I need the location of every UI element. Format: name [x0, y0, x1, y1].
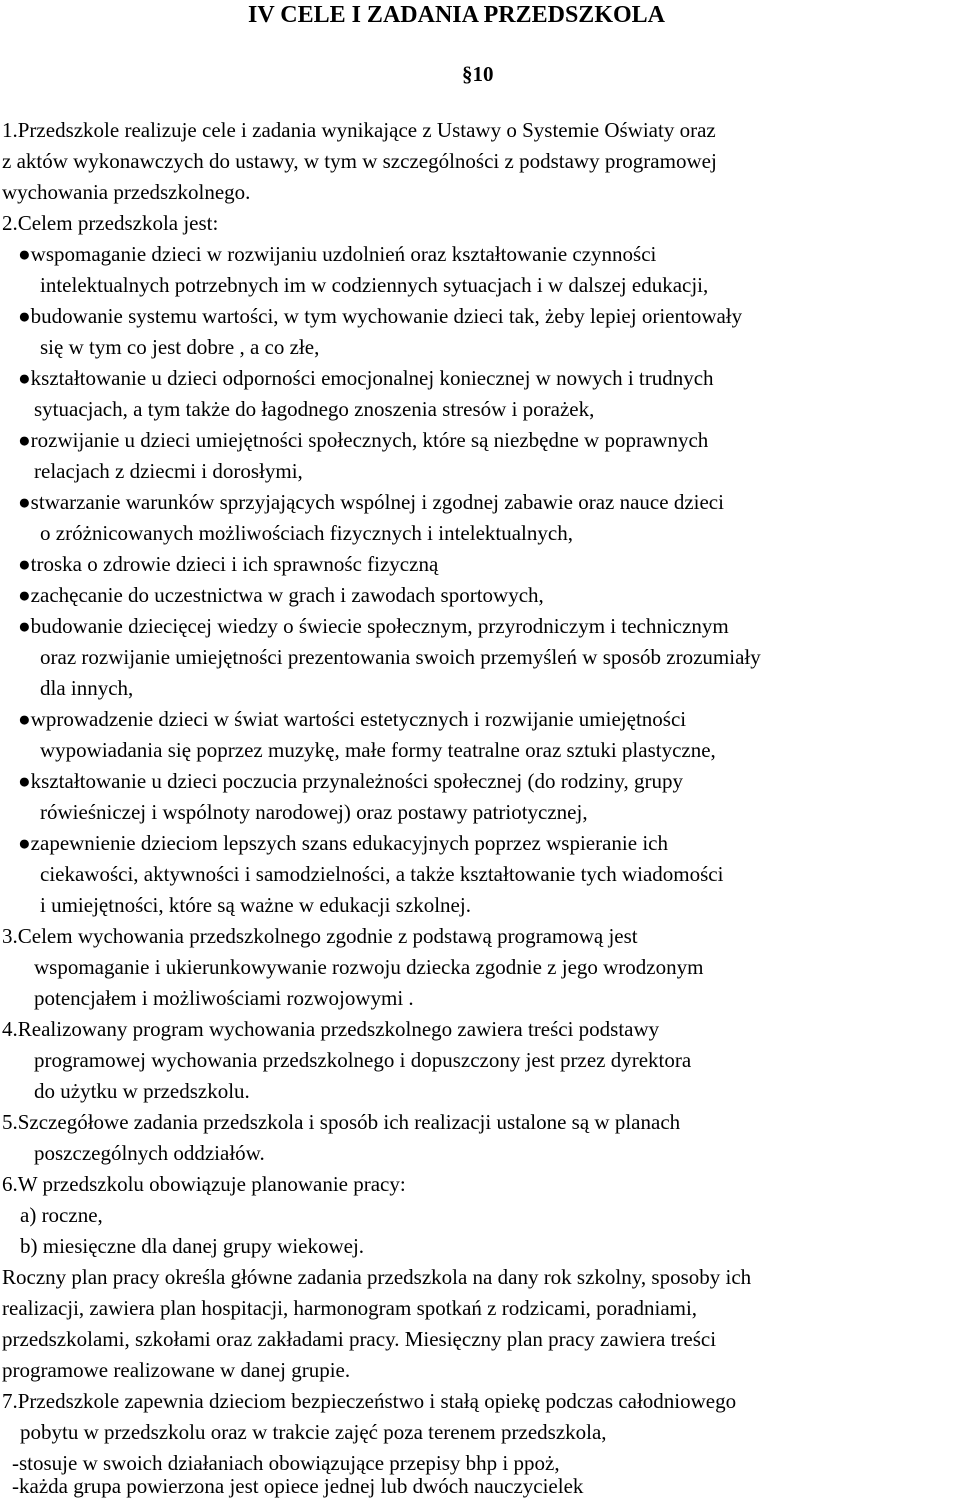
list-item: ●wprowadzenie dzieci w świat wartości estetycznych i rozwijanie umiejętności [18, 707, 687, 731]
text-line: programowe realizowane w danej grupie. [2, 1358, 351, 1382]
text-line: wypowiadania się poprzez muzykę, małe formy teatralne oraz sztuki plastyczne, [40, 738, 716, 762]
text-line: do użytku w przedszkolu. [34, 1079, 250, 1103]
list-item: -każda grupa powierzona jest opiece jednej lub dwóch nauczycielek [12, 1474, 584, 1498]
list-item: b) miesięczne dla danej grupy wiekowej. [20, 1234, 365, 1258]
text-line: o zróżnicowanych możliwościach fizycznych i intelektualnych, [40, 521, 573, 545]
list-item: ●budowanie systemu wartości, w tym wychowanie dzieci tak, żeby lepiej orientowały [18, 304, 743, 328]
text-line: rówieśniczej i wspólnoty narodowej) oraz postawy patriotycznej, [40, 800, 588, 824]
list-item: ●kształtowanie u dzieci odporności emocjonalnej koniecznej w nowych i trudnych [18, 366, 714, 390]
list-item: ●zapewnienie dzieciom lepszych szans edukacyjnych poprzez wspieranie ich [18, 831, 668, 855]
list-item: ●kształtowanie u dzieci poczucia przynależności społecznej (do rodziny, grupy [18, 769, 683, 793]
text-line: 1.Przedszkole realizuje cele i zadania wynikające z Ustawy o Systemie Oświaty oraz [2, 118, 716, 142]
text-line: 4.Realizowany program wychowania przedszkolnego zawiera treści podstawy [2, 1017, 660, 1041]
text-line: ciekawości, aktywności i samodzielności, a także kształtowanie tych wiadomości [40, 862, 724, 886]
text-line: realizacji, zawiera plan hospitacji, harmonogram spotkań z rodzicami, poradniami, [2, 1296, 698, 1320]
text-line: i umiejętności, które są ważne w edukacji szkolnej. [40, 893, 471, 917]
text-line: programowej wychowania przedszkolnego i dopuszczony jest przez dyrektora [34, 1048, 692, 1072]
list-item: ●wspomaganie dzieci w rozwijaniu uzdolnień oraz kształtowanie czynności [18, 242, 657, 266]
text-line: oraz rozwijanie umiejętności prezentowania swoich przemyśleń w sposób zrozumiały [40, 645, 761, 669]
document-title: IV CELE I ZADANIA PRZEDSZKOLA [248, 2, 665, 28]
text-line: Roczny plan pracy określa główne zadania przedszkola na dany rok szkolny, sposoby ich [2, 1265, 752, 1289]
text-line: sytuacjach, a tym także do łagodnego znoszenia stresów i porażek, [34, 397, 595, 421]
text-line: 6.W przedszkolu obowiązuje planowanie pracy: [2, 1172, 406, 1196]
text-line: potencjałem i możliwościami rozwojowymi . [34, 986, 414, 1010]
text-line: 5.Szczegółowe zadania przedszkola i sposób ich realizacji ustalone są w planach [2, 1110, 681, 1134]
section-number: §10 [462, 62, 494, 86]
text-line: przedszkolami, szkołami oraz zakładami pracy. Miesięczny plan pracy zawiera treści [2, 1327, 717, 1351]
list-item: ●zachęcanie do uczestnictwa w grach i zawodach sportowych, [18, 583, 544, 607]
text-line: z aktów wykonawczych do ustawy, w tym w szczególności z podstawy programowej [2, 149, 717, 173]
text-line: wspomaganie i ukierunkowywanie rozwoju dziecka zgodnie z jego wrodzonym [34, 955, 704, 979]
text-line: 7.Przedszkole zapewnia dzieciom bezpieczeństwo i stałą opiekę podczas całodniowego [2, 1389, 737, 1413]
text-line: 3.Celem wychowania przedszkolnego zgodnie z podstawą programową jest [2, 924, 638, 948]
text-line: 2.Celem przedszkola jest: [2, 211, 219, 235]
text-line: poszczególnych oddziałów. [34, 1141, 265, 1165]
list-item: a) roczne, [20, 1203, 103, 1227]
text-line: relacjach z dziecmi i dorosłymi, [34, 459, 303, 483]
text-line: dla innych, [40, 676, 134, 700]
text-line: intelektualnych potrzebnych im w codziennych sytuacjach i w dalszej edukacji, [40, 273, 709, 297]
list-item: ●rozwijanie u dzieci umiejętności społecznych, które są niezbędne w poprawnych [18, 428, 709, 452]
list-item: ●stwarzanie warunków sprzyjających wspólnej i zgodnej zabawie oraz nauce dzieci [18, 490, 724, 514]
text-line: pobytu w przedszkolu oraz w trakcie zajęć poza terenem przedszkola, [20, 1420, 607, 1444]
list-item: ●budowanie dziecięcej wiedzy o świecie społecznym, przyrodniczym i technicznym [18, 614, 729, 638]
list-item: -stosuje w swoich działaniach obowiązujące przepisy bhp i ppoż, [12, 1451, 560, 1475]
text-line: się w tym co jest dobre , a co złe, [40, 335, 320, 359]
text-line: wychowania przedszkolnego. [2, 180, 251, 204]
list-item: ●troska o zdrowie dzieci i ich sprawnośc fizyczną [18, 552, 439, 576]
